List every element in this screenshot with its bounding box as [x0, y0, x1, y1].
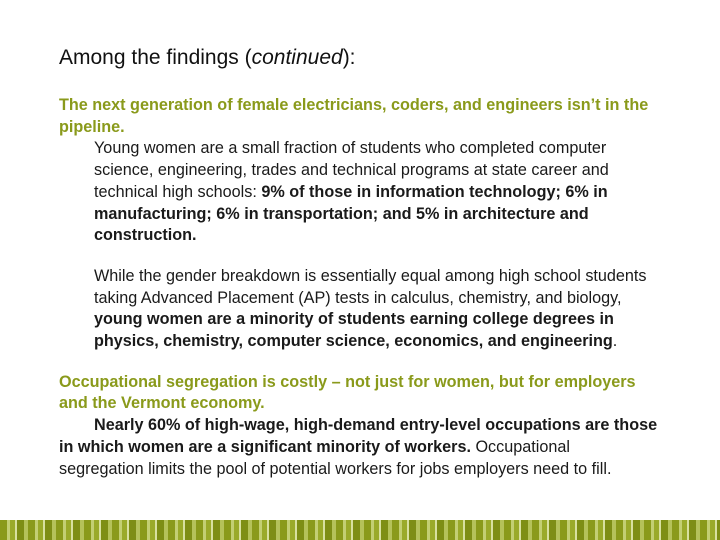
finding-heading-segregation: Occupational segregation is costly – not just for women, but for employers and the Vermont economy. [59, 372, 636, 413]
finding-heading-pipeline: The next generation of female electricians, coders, and engineers isn’t in the pipeline. [59, 96, 649, 136]
title-italic-text: continued [251, 46, 343, 69]
paragraph-text: Occupational segregation limits the pool of potential workers for jobs employers need to fill. [59, 437, 612, 478]
title-suffix: ): [342, 46, 356, 69]
paragraph-text: Young women are a small fraction of students who completed computer science, engineering, trades and technical programs at state career and technical high schools: [94, 139, 609, 201]
decorative-footer-stripe [0, 520, 720, 540]
paragraph-bold-text: Nearly 60% of high-wage, high-demand entry-level occupations are those in which women are a significant minority of workers. [59, 416, 676, 456]
paragraph-text: While the gender breakdown is essentially equal among high school students taking Advanced Placement (AP) tests in calculus, chemistry, and biology, [94, 266, 647, 307]
slide-body [59, 95, 676, 480]
paragraph-bold-text: 9% of those in information technology; 6% in manufacturing; 6% in transportation; and 5% in architecture and construction. [94, 182, 608, 245]
finding-pipeline-paragraph-1 [59, 138, 659, 247]
finding-segregation-paragraph [59, 415, 676, 480]
finding-pipeline-paragraph-2 [59, 266, 659, 353]
title-text: Among the findings ( [59, 46, 252, 69]
slide-title [59, 44, 356, 72]
paragraph-end: . [612, 332, 618, 351]
paragraph-bold-text: young women are a minority of students earning college degrees in physics, chemistry, computer science, economics, and engineering [94, 310, 614, 351]
